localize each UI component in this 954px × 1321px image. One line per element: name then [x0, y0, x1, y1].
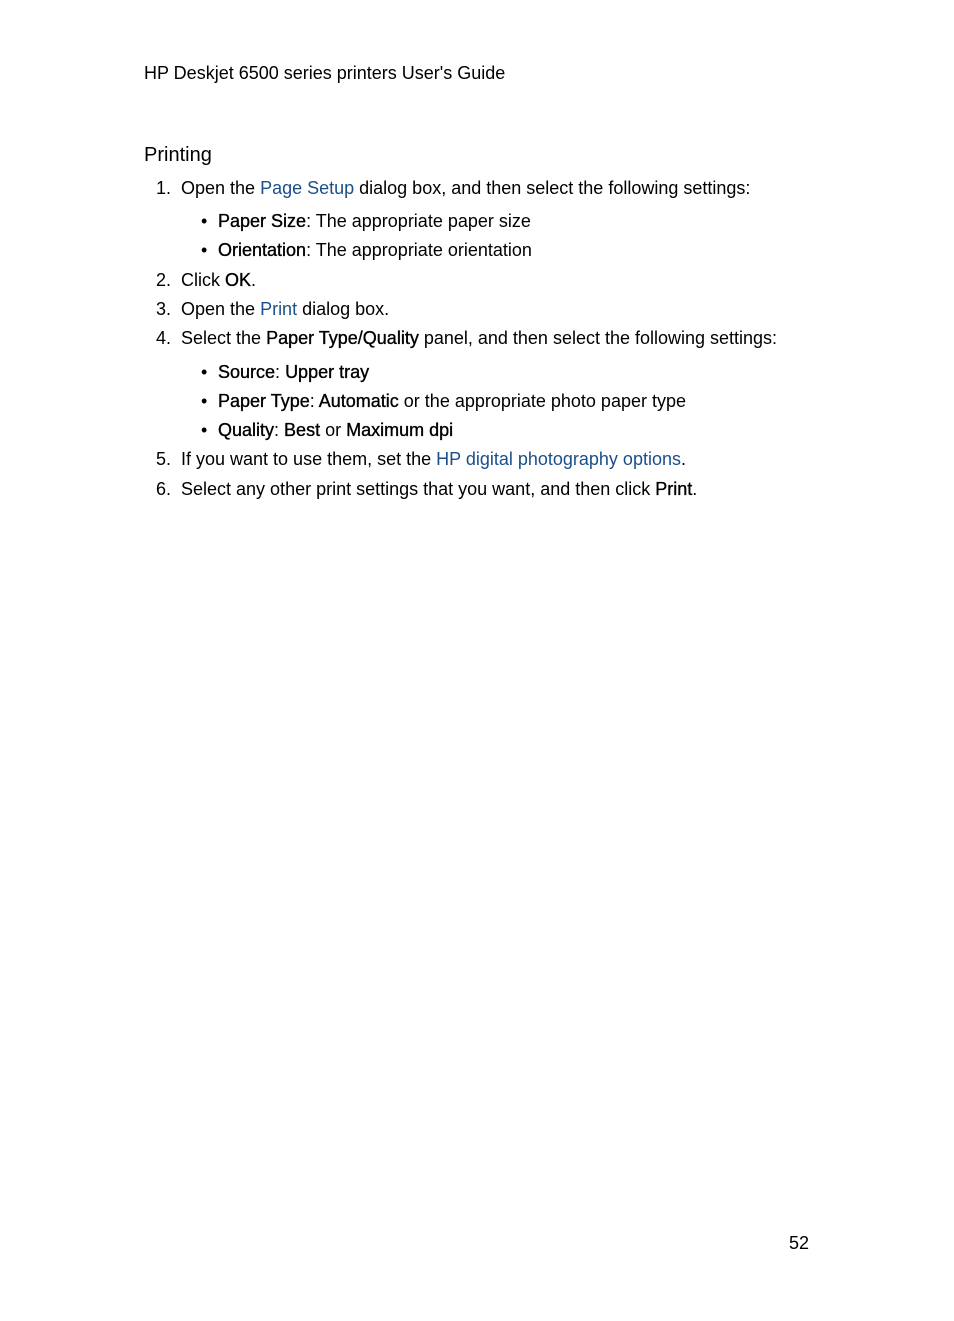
step-number: 4.	[156, 328, 172, 348]
step-number: 2.	[156, 270, 172, 290]
bullet: •	[201, 211, 208, 231]
step-text: Open the Page Setup dialog box, and then select the following settings:	[181, 178, 751, 198]
step-text: Click OK.	[181, 270, 257, 290]
page-setup-link[interactable]: Page Setup	[260, 178, 355, 198]
sub-item: Source: Upper tray	[218, 362, 370, 382]
bullet: •	[201, 240, 208, 260]
bullet: •	[201, 391, 208, 411]
step-text: Select the Paper Type/Quality panel, and then select the following settings:	[181, 328, 778, 348]
step-text: Select any other print settings that you want, and then click Print.	[181, 479, 698, 499]
print-link[interactable]: Print	[260, 299, 298, 319]
step-text: If you want to use them, set the HP digital photography options.	[181, 449, 686, 469]
bullet: •	[201, 362, 208, 382]
bullet: •	[201, 420, 208, 440]
hp-digital-photography-options-link[interactable]: HP digital photography options	[436, 449, 681, 469]
page-header: HP Deskjet 6500 series printers User's Guide	[144, 63, 506, 83]
sub-item: Paper Type: Automatic or the appropriate photo paper type	[218, 391, 686, 411]
section-title: Printing	[144, 144, 212, 166]
step-text: Open the Print dialog box.	[181, 299, 390, 319]
step-number: 6.	[156, 479, 172, 499]
step-number: 1.	[156, 178, 172, 198]
step-number: 5.	[156, 449, 172, 469]
sub-item: Quality: Best or Maximum dpi	[218, 420, 454, 440]
sub-item: Paper Size: The appropriate paper size	[218, 211, 531, 231]
sub-item: Orientation: The appropriate orientation	[218, 240, 532, 260]
step-number: 3.	[156, 299, 172, 319]
page-number: 52	[789, 1233, 810, 1253]
